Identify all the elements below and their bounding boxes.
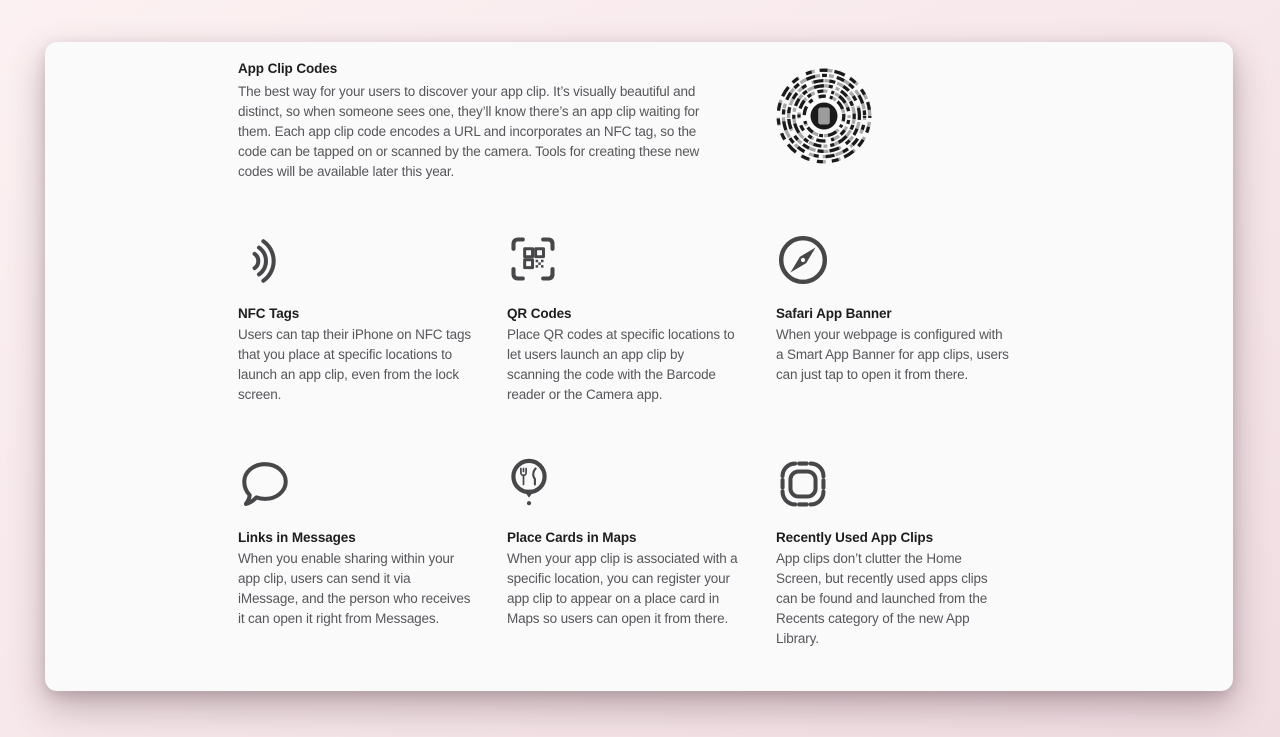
safari-compass-icon xyxy=(776,233,1009,291)
feature-title: Links in Messages xyxy=(238,530,356,545)
feature-safari-app-banner xyxy=(776,233,1009,405)
feature-title: Place Cards in Maps xyxy=(507,530,637,545)
feature-description: When your app clip is associated with a specific location, you can register your app clip to appear on a place card in Maps so users can open it from there. xyxy=(507,551,738,626)
feature-qr-codes xyxy=(507,233,740,405)
maps-place-pin-icon xyxy=(507,457,740,515)
feature-description: Users can tap their iPhone on NFC tags that you place at specific locations to launch an app clip, even from the lock screen. xyxy=(238,327,471,402)
app-clip-codes-section xyxy=(238,59,710,182)
section-title: App Clip Codes xyxy=(238,61,338,76)
feature-title: Safari App Banner xyxy=(776,306,892,321)
app-clip-code-graphic xyxy=(776,68,872,164)
feature-description: When your webpage is configured with a Smart App Banner for app clips, users can just tap to open it from there. xyxy=(776,327,1009,382)
feature-nfc-tags xyxy=(238,233,471,405)
feature-description: When you enable sharing within your app clip, users can send it via iMessage, and the person who receives it can open it right from Messages. xyxy=(238,551,471,626)
feature-description: Place QR codes at specific locations to let users launch an app clip by scanning the code with the Barcode reader or the Camera app. xyxy=(507,327,735,402)
section-description: The best way for your users to discover your app clip. It’s visually beautiful and distinct, so when someone sees one, they’ll know there’s an app clip waiting for them. Each app clip code encodes a URL and incorporates an NFC tag, so the code can be tapped on or scanned by the camera. Tools for creating these new codes will be available later this year. xyxy=(238,84,700,179)
feature-title: Recently Used App Clips xyxy=(776,530,933,545)
message-bubble-icon xyxy=(238,457,471,515)
feature-links-in-messages xyxy=(238,457,471,649)
app-clip-code-icon xyxy=(776,68,872,164)
nfc-waves-icon xyxy=(238,233,471,291)
feature-title: QR Codes xyxy=(507,306,572,321)
feature-description: App clips don’t clutter the Home Screen, but recently used apps clips can be found and launched from the Recents category of the new App Library. xyxy=(776,551,988,646)
feature-place-cards-in-maps xyxy=(507,457,740,649)
app-clip-outline-icon xyxy=(776,457,1009,515)
features-grid xyxy=(238,233,1009,649)
feature-title: NFC Tags xyxy=(238,306,300,321)
feature-recently-used-app-clips xyxy=(776,457,1009,649)
qr-scan-icon xyxy=(507,233,740,291)
content-card xyxy=(45,42,1233,691)
